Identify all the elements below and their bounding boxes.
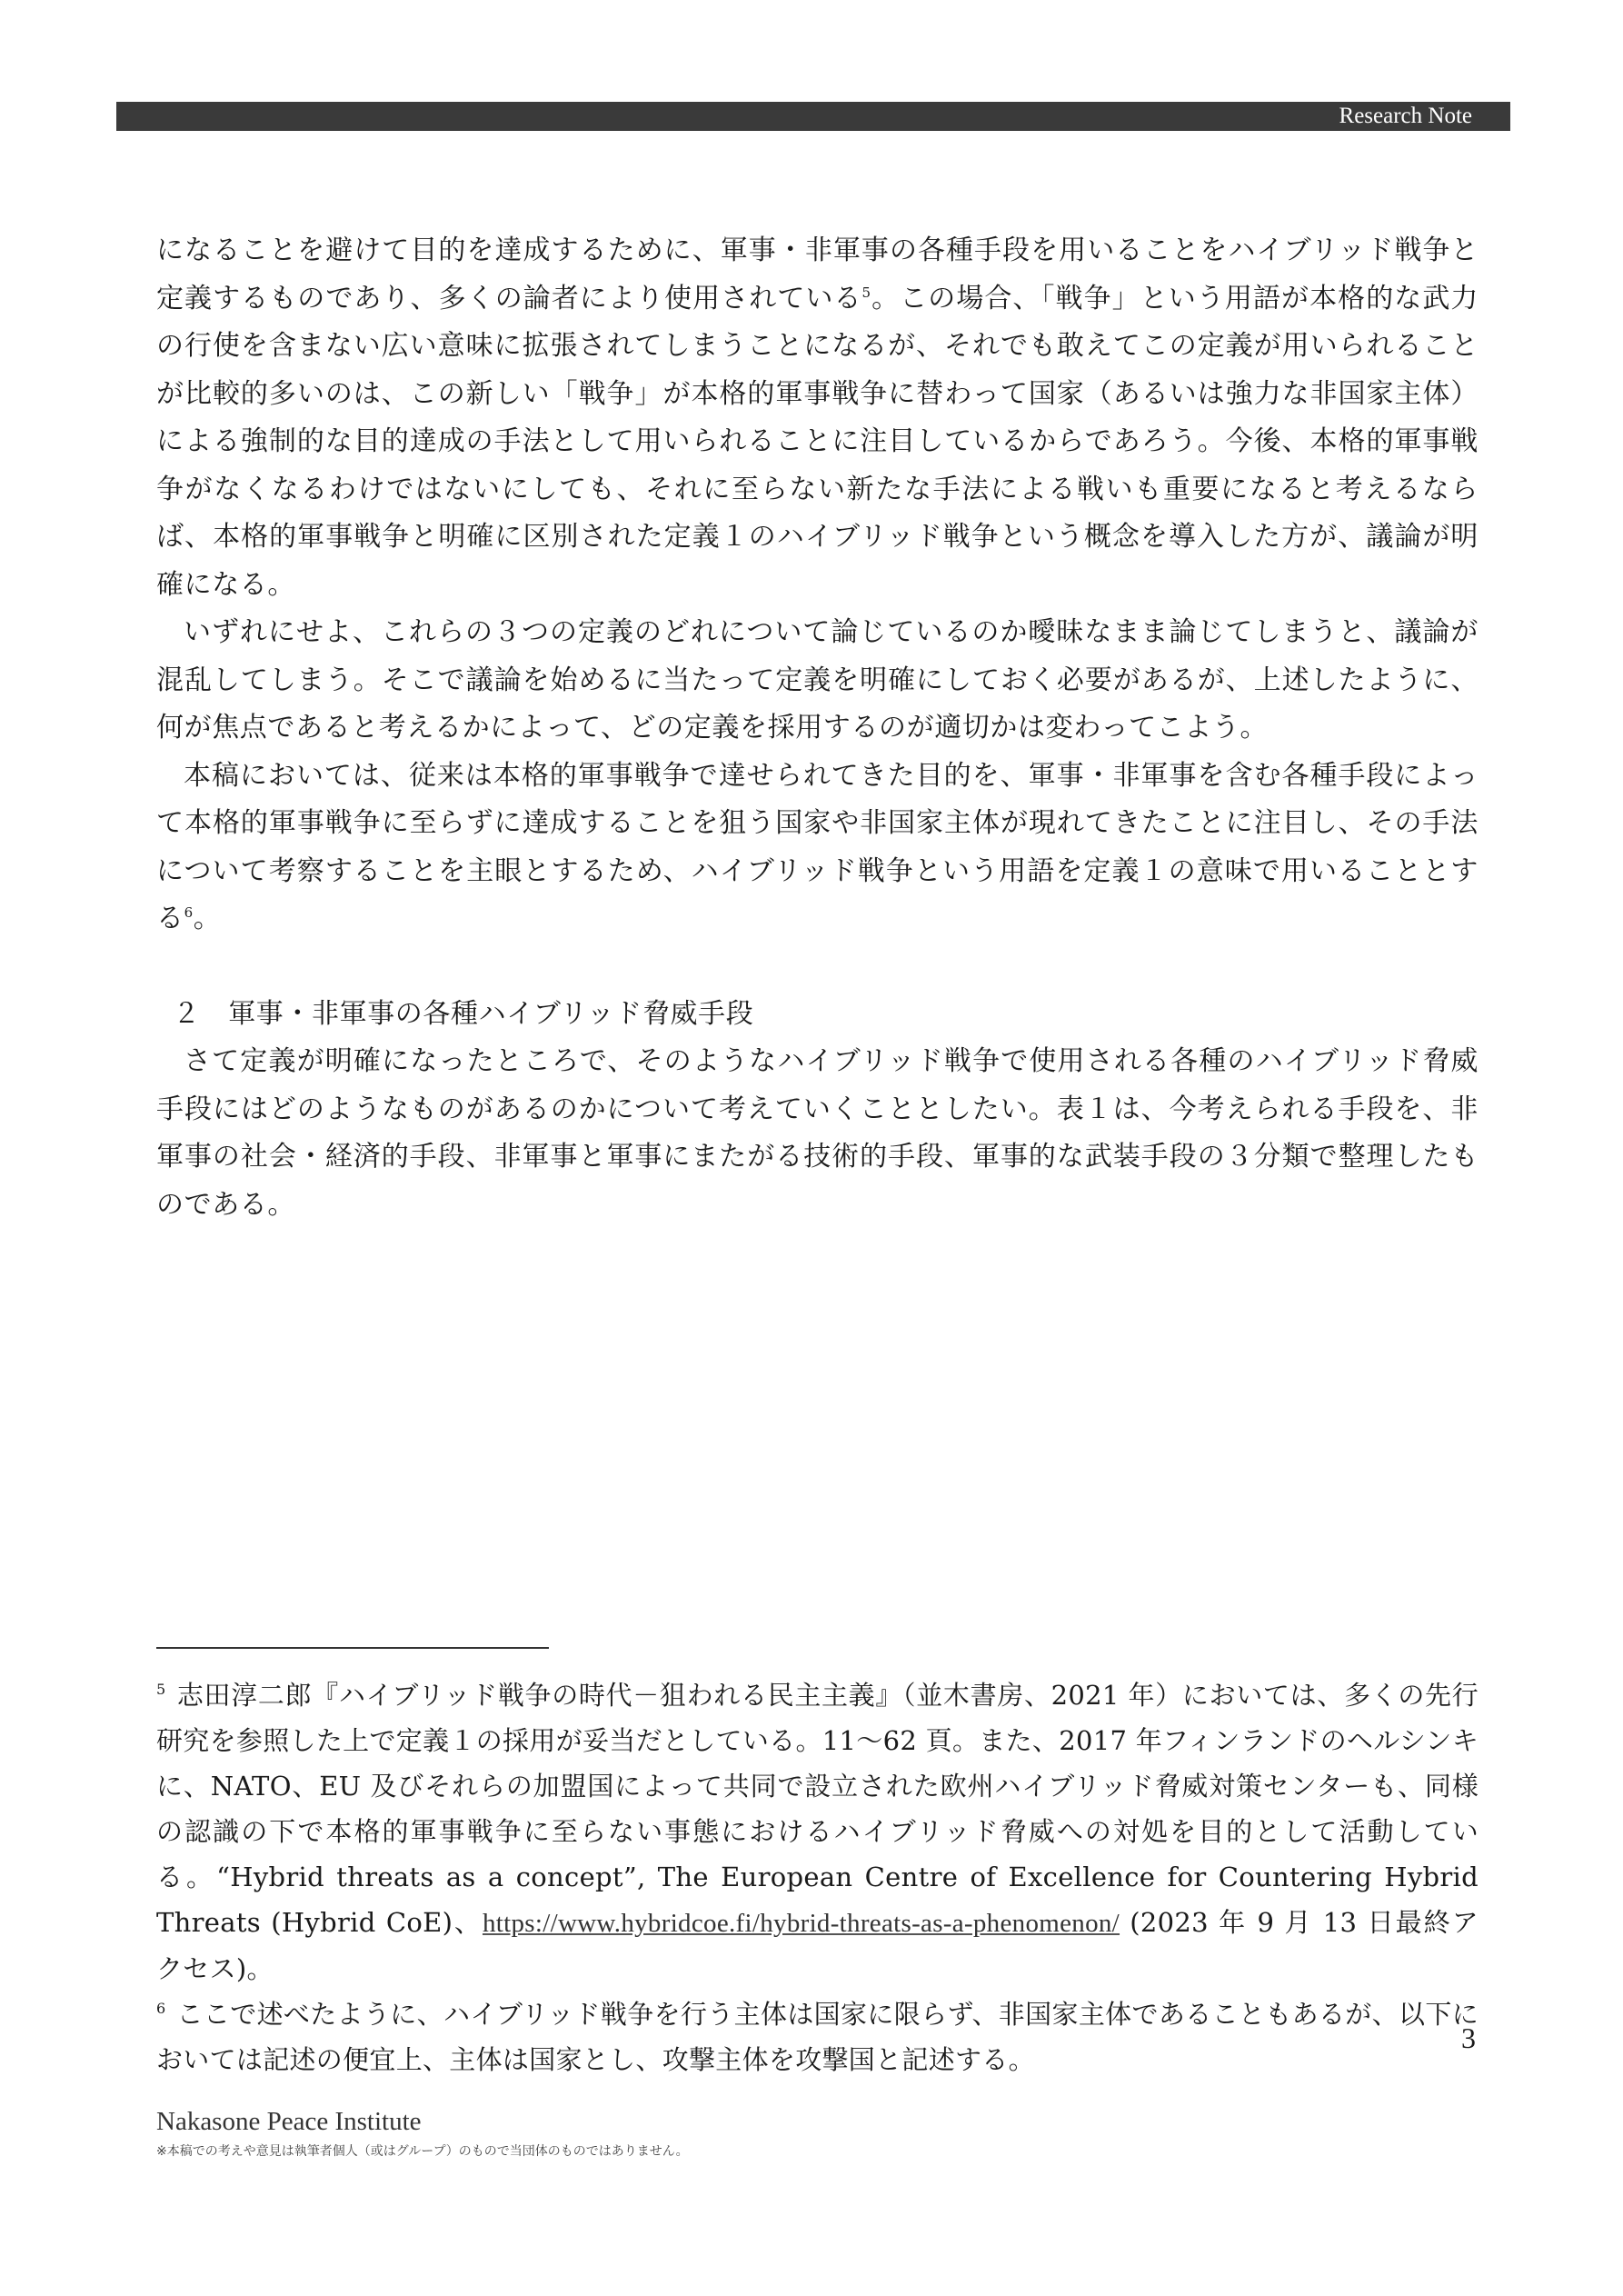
section-heading: ２ 軍事・非軍事の各種ハイブリッド脅威手段 bbox=[173, 997, 754, 1030]
footnotes bbox=[156, 1672, 1479, 2082]
paragraph: いずれにせよ、これらの３つの定義のどれについて論じているのか曖昧なまま論じてしまうと、議論が混乱してしまう。そこで議論を始めるに当たって定義を明確にしておく必要があるが、上述したように、何が焦点であると考えるかによって、どの定義を採用するのが適切かは変わってこよう。 bbox=[156, 616, 1479, 744]
footnote-divider bbox=[156, 1647, 549, 1649]
footnote-text: 志田淳二郎『ハイブリッド戦争の時代－狙われる民主主義』（並木書房、2021 年）においては、多くの先行研究を参照した上で定義１の採用が妥当だとしている。11～62 頁。また、2017 年フィンランドのヘルシンキに、NATO、EU 及びそれらの加盟国によって共同で設立された欧州ハイブリッド脅威対策センターも、同様の認識の下で本格的軍事戦争に至らない事態におけるハイブリッド脅威への対処を目的として活動している。“Hybrid threats as a concept”, The European Centre of Excellence for Countering Hybrid Threats (Hybrid CoE)、 bbox=[156, 1680, 1479, 1938]
paragraph-text: になることを避けて目的を達成するために、軍事・非軍事の各種手段を用いることをハイブリッド戦争と定義するものであり、多くの論者により使用されている bbox=[156, 235, 1479, 314]
paragraph-text: 。この場合、「戦争」という用語が本格的な武力の行使を含まない広い意味に拡張されてしまうことになるが、それでも敢えてこの定義が用いられることが比較的多いのは、この新しい「戦争」が本格的軍事戦争に替わって国家（あるいは強力な非国家主体）による強制的な目的達成の手法として用いられることに注目しているからであろう。今後、本格的軍事戦争がなくなるわけではないにしても、それに至らない新たな手法による戦いも重要になると考えるならば、本格的軍事戦争と明確に区別された定義１のハイブリッド戦争という概念を導入した方が、議論が明確になる。 bbox=[156, 282, 1479, 601]
footnote-mark: 6 bbox=[156, 2000, 166, 2018]
footer-disclaimer: ※本稿での考えや意見は執筆者個人（或はグループ）のもので当団体のものではありません。 bbox=[156, 2144, 689, 2159]
main-body bbox=[156, 227, 1479, 1229]
footnote-6 bbox=[156, 1992, 1479, 2082]
paragraph bbox=[156, 753, 1479, 943]
footer-brand: Nakasone Peace Institute bbox=[156, 2107, 422, 2136]
footnote-text: ここで述べたように、ハイブリッド戦争を行う主体は国家に限らず、非国家主体であることもあるが、以下においては記述の便宜上、主体は国家とし、攻撃主体を攻撃国と記述する。 bbox=[156, 1999, 1479, 2075]
paragraph-text: 本稿においては、従来は本格的軍事戦争で達せられてきた目的を、軍事・非軍事を含む各種手段によって本格的軍事戦争に至らずに達成することを狙う国家や非国家主体が現れてきたことに注目し、その手法について考察することを主眼とするため、ハイブリッド戦争という用語を定義１の意味で用いることとする bbox=[156, 759, 1479, 934]
paragraph: さて定義が明確になったところで、そのようなハイブリッド戦争で使用される各種のハイブリッド脅威手段にはどのようなものがあるのかについて考えていくこととしたい。表１は、今考えられる手段を、非軍事の社会・経済的手段、非軍事と軍事にまたがる技術的手段、軍事的な武装手段の３分類で整理したものである。 bbox=[156, 1045, 1479, 1221]
footnote-mark: 5 bbox=[156, 1681, 166, 1699]
header-bar bbox=[116, 102, 1510, 131]
footnote-ref-6[interactable]: 6 bbox=[184, 904, 194, 921]
footnote-link[interactable]: https://www.hybridcoe.fi/hybrid-threats-as-a-phenomenon/ bbox=[482, 1909, 1120, 1938]
footnote-ref-5[interactable]: 5 bbox=[861, 284, 871, 301]
page-number: 3 bbox=[1461, 2021, 1476, 2054]
paragraph-text: 。 bbox=[193, 903, 222, 934]
header-label: Research Note bbox=[1339, 104, 1472, 128]
footnote-text: (2023 年 9 月 13 日最終アクセス)。 bbox=[156, 1907, 1479, 1984]
footnote-5 bbox=[156, 1672, 1479, 1992]
paragraph bbox=[156, 227, 1479, 609]
